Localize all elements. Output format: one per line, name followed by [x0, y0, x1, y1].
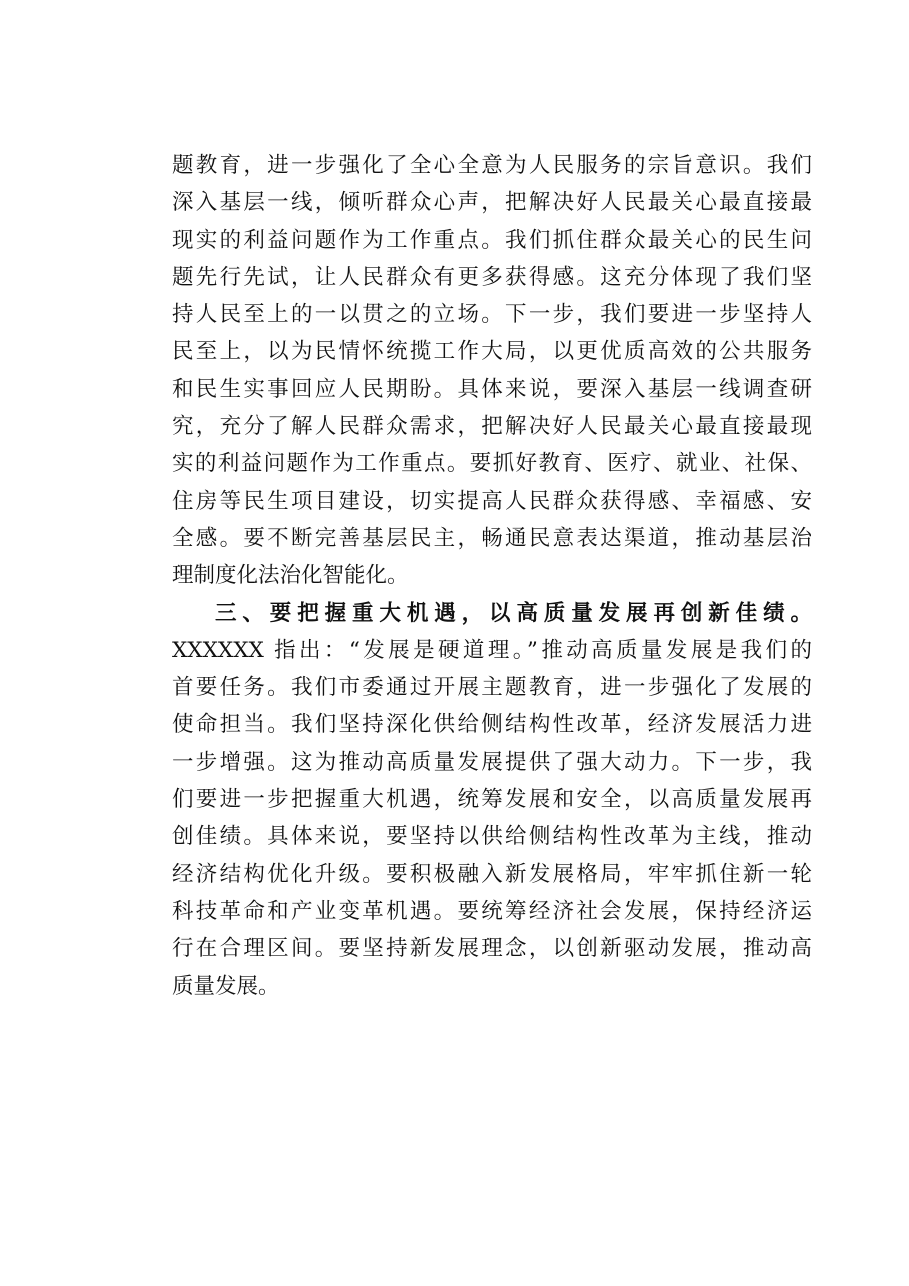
text-line: 一步增强。这为推动高质量发展提供了强大动力。下一步，我 [172, 749, 812, 775]
text-line: 现实的利益问题作为工作重点。我们抓住群众最关心的民生问 [172, 227, 812, 253]
text-line: 全感。要不断完善基层民主，畅通民意表达渠道，推动基层治 [172, 525, 812, 551]
text-line: 究，充分了解人民群众需求，把解决好人民最关心最直接最现 [172, 414, 812, 440]
text-line: 实的利益问题作为工作重点。要抓好教育、医疗、就业、社保、 [172, 451, 812, 477]
section-three [172, 595, 812, 1005]
text-line: 题教育，进一步强化了全心全意为人民服务的宗旨意识。我们 [172, 153, 812, 178]
text-line: 科技革命和产业变革机遇。要统筹经济社会发展，保持经济运 [172, 898, 812, 924]
text-line: XXXXXX 指出：“发展是硬道理。”推动高质量发展是我们的 [172, 637, 812, 663]
document-body [172, 147, 812, 1005]
text-line: 民至上，以为民情怀统揽工作大局，以更优质高效的公共服务 [172, 339, 812, 365]
text-line: 题先行先试，让人民群众有更多获得感。这充分体现了我们坚 [172, 264, 812, 290]
text-line: 创佳绩。具体来说，要坚持以供给侧结构性改革为主线，推动 [172, 824, 812, 850]
text-line: 们要进一步把握重大机遇，统筹发展和安全，以高质量发展再 [172, 787, 812, 813]
text-line: 持人民至上的一以贯之的立场。下一步，我们要进一步坚持人 [172, 302, 812, 328]
text-line: 首要任务。我们市委通过开展主题教育，进一步强化了发展的 [172, 675, 812, 701]
text-line: 住房等民生项目建设，切实提高人民群众获得感、幸福感、安 [172, 488, 812, 514]
text-line: 质量发展。 [172, 973, 280, 999]
text-line: 理制度化法治化智能化。 [172, 563, 409, 589]
text-line: 使命担当。我们坚持深化供给侧结构性改革，经济发展活力进 [172, 712, 812, 738]
text-line: 和民生实事回应人民期盼。具体来说，要深入基层一线调查研 [172, 376, 812, 402]
text-line: 经济结构优化升级。要积极融入新发展格局，牢牢抓住新一轮 [172, 861, 812, 887]
text-line: 深入基层一线，倾听群众心声，把解决好人民最关心最直接最 [172, 190, 812, 216]
section-heading: 三、要把握重大机遇，以高质量发展再创新佳绩。 [215, 600, 812, 626]
paragraph-people-first [172, 147, 812, 595]
text-line: 行在合理区间。要坚持新发展理念，以创新驱动发展，推动高 [172, 936, 812, 962]
